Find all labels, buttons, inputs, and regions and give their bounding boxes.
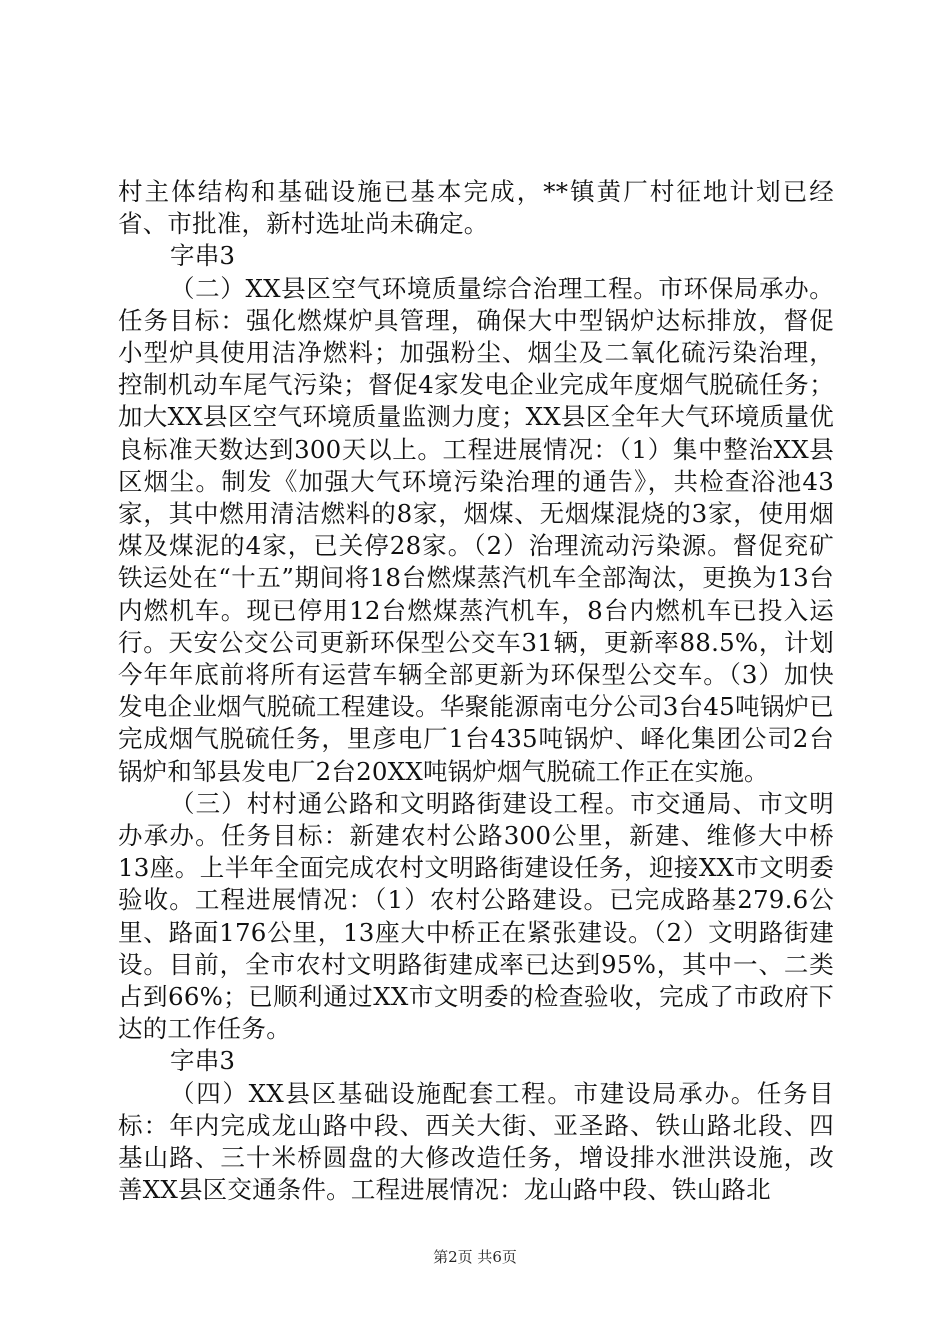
paragraph-section-4: （四）XX县区基础设施配套工程。市建设局承办。任务目标：年内完成龙山路中段、西关大街、亚圣路、铁山路北段、四基山路、三十米桥圆盘的大修改造任务，增设排水泄洪设施，改善XX县区交通条件。工程进展情况：龙山路中段、铁山路北	[118, 1078, 834, 1205]
paragraph-section-3: （三）村村通公路和文明路街建设工程。市交通局、市文明办承办。任务目标：新建农村公路300公里，新建、维修大中桥13座。上半年全面完成农村文明路街建设任务，迎接XX市文明委验收。工程进展情况：（1）农村公路建设。已完成路基279.6公里、路面176公里，13座大中桥正在紧张建设。（2）文明路街建设。目前，全市农村文明路街建成率已达到95%，其中一、二类占到66%；已顺利通过XX市文明委的检查验收，完成了市政府下达的工作任务。	[118, 788, 834, 1044]
paragraph-marker: 字串3	[170, 1046, 236, 1076]
page-footer: 第2页 共6页	[433, 1248, 517, 1266]
paragraph-marker: 字串3	[170, 241, 236, 271]
paragraph-continuation: 村主体结构和基础设施已基本完成，**镇黄厂村征地计划已经省、市批准，新村选址尚未确定。	[118, 177, 834, 239]
document-body	[118, 176, 834, 1207]
paragraph-section-2: （二）XX县区空气环境质量综合治理工程。市环保局承办。任务目标：强化燃煤炉具管理，确保大中型锅炉达标排放，督促小型炉具使用洁净燃料；加强粉尘、烟尘及二氧化硫污染治理，控制机动车尾气污染；督促4家发电企业完成年度烟气脱硫任务；加大XX县区空气环境质量监测力度；XX县区全年大气环境质量优良标准天数达到300天以上。工程进展情况：（1）集中整治XX县区烟尘。制发《加强大气环境污染治理的通告》，共检查浴池43家，其中燃用清洁燃料的8家，烟煤、无烟煤混烧的3家，使用烟煤及煤泥的4家，已关停28家。（2）治理流动污染源。督促兖矿铁运处在“十五”期间将18台燃煤蒸汽机车全部淘汰，更换为13台内燃机车。现已停用12台燃煤蒸汽机车，8台内燃机车已投入运行。天安公交公司更新环保型公交车31辆，更新率88.5%，计划今年年底前将所有运营车辆全部更新为环保型公交车。（3）加快发电企业烟气脱硫工程建设。华聚能源南屯分公司3台45吨锅炉已完成烟气脱硫任务，里彦电厂1台435吨锅炉、峄化集团公司2台锅炉和邹县发电厂2台20XX吨锅炉烟气脱硫工作正在实施。	[118, 273, 834, 786]
